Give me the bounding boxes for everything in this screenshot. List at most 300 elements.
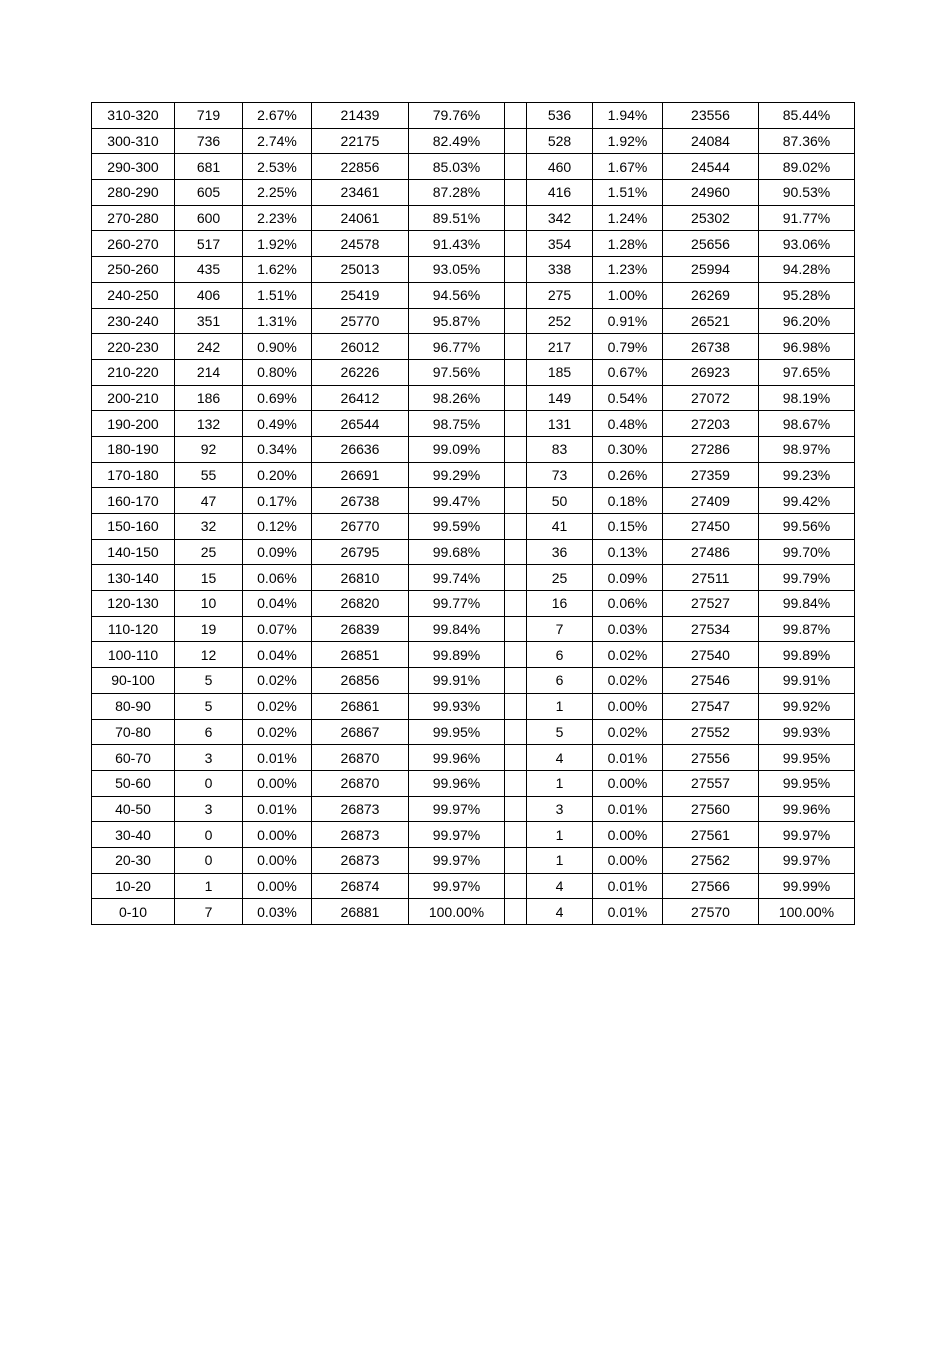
right-cumulative-count-cell: 25656 [663, 231, 759, 257]
left-count-cell: 719 [175, 103, 243, 129]
left-cumulative-count-cell: 26870 [312, 770, 409, 796]
left-cumulative-percent-cell: 99.29% [409, 462, 505, 488]
table-row [92, 488, 855, 514]
score-range-cell: 10-20 [92, 873, 175, 899]
score-range-cell: 0-10 [92, 899, 175, 925]
spacer-cell [505, 719, 527, 745]
score-range-cell: 270-280 [92, 205, 175, 231]
spacer-cell [505, 436, 527, 462]
left-cumulative-count-cell: 26412 [312, 385, 409, 411]
spacer-cell [505, 745, 527, 771]
table-row [92, 103, 855, 129]
right-cumulative-percent-cell: 89.02% [759, 154, 855, 180]
left-cumulative-percent-cell: 99.84% [409, 616, 505, 642]
table-row [92, 565, 855, 591]
right-percent-cell: 0.01% [593, 873, 663, 899]
right-percent-cell: 0.15% [593, 514, 663, 540]
score-distribution-table [91, 102, 855, 925]
right-cumulative-percent-cell: 99.42% [759, 488, 855, 514]
right-cumulative-count-cell: 27486 [663, 539, 759, 565]
score-range-cell: 170-180 [92, 462, 175, 488]
right-cumulative-percent-cell: 100.00% [759, 899, 855, 925]
left-count-cell: 6 [175, 719, 243, 745]
right-cumulative-count-cell: 27557 [663, 770, 759, 796]
left-percent-cell: 0.00% [243, 847, 312, 873]
left-count-cell: 55 [175, 462, 243, 488]
left-count-cell: 12 [175, 642, 243, 668]
score-range-cell: 310-320 [92, 103, 175, 129]
left-cumulative-count-cell: 26873 [312, 822, 409, 848]
left-cumulative-count-cell: 26870 [312, 745, 409, 771]
table-row [92, 154, 855, 180]
left-percent-cell: 0.04% [243, 642, 312, 668]
left-cumulative-percent-cell: 99.68% [409, 539, 505, 565]
right-cumulative-percent-cell: 99.92% [759, 693, 855, 719]
left-count-cell: 517 [175, 231, 243, 257]
right-cumulative-count-cell: 27540 [663, 642, 759, 668]
right-cumulative-percent-cell: 99.99% [759, 873, 855, 899]
right-cumulative-count-cell: 27409 [663, 488, 759, 514]
left-cumulative-percent-cell: 96.77% [409, 334, 505, 360]
table-row [92, 359, 855, 385]
right-count-cell: 41 [527, 514, 593, 540]
left-percent-cell: 1.51% [243, 282, 312, 308]
right-percent-cell: 0.03% [593, 616, 663, 642]
spacer-cell [505, 770, 527, 796]
left-percent-cell: 0.17% [243, 488, 312, 514]
score-range-cell: 40-50 [92, 796, 175, 822]
right-cumulative-count-cell: 27552 [663, 719, 759, 745]
left-cumulative-percent-cell: 97.56% [409, 359, 505, 385]
table-row [92, 847, 855, 873]
table-row [92, 539, 855, 565]
left-cumulative-count-cell: 21439 [312, 103, 409, 129]
left-percent-cell: 1.92% [243, 231, 312, 257]
left-percent-cell: 0.07% [243, 616, 312, 642]
left-percent-cell: 0.02% [243, 693, 312, 719]
table-row [92, 796, 855, 822]
right-percent-cell: 1.24% [593, 205, 663, 231]
right-percent-cell: 0.00% [593, 847, 663, 873]
right-cumulative-percent-cell: 99.70% [759, 539, 855, 565]
left-count-cell: 186 [175, 385, 243, 411]
left-cumulative-percent-cell: 89.51% [409, 205, 505, 231]
right-cumulative-percent-cell: 98.19% [759, 385, 855, 411]
table-row [92, 514, 855, 540]
right-count-cell: 83 [527, 436, 593, 462]
left-percent-cell: 0.69% [243, 385, 312, 411]
right-percent-cell: 0.48% [593, 411, 663, 437]
left-count-cell: 0 [175, 770, 243, 796]
left-percent-cell: 0.01% [243, 745, 312, 771]
spacer-cell [505, 308, 527, 334]
left-count-cell: 3 [175, 796, 243, 822]
left-cumulative-percent-cell: 99.96% [409, 770, 505, 796]
spacer-cell [505, 385, 527, 411]
table-row [92, 668, 855, 694]
left-percent-cell: 0.90% [243, 334, 312, 360]
right-cumulative-count-cell: 27546 [663, 668, 759, 694]
left-count-cell: 19 [175, 616, 243, 642]
right-cumulative-percent-cell: 87.36% [759, 128, 855, 154]
spacer-cell [505, 873, 527, 899]
right-percent-cell: 1.92% [593, 128, 663, 154]
left-percent-cell: 0.01% [243, 796, 312, 822]
right-cumulative-percent-cell: 93.06% [759, 231, 855, 257]
right-percent-cell: 0.13% [593, 539, 663, 565]
right-percent-cell: 0.91% [593, 308, 663, 334]
left-count-cell: 15 [175, 565, 243, 591]
left-count-cell: 3 [175, 745, 243, 771]
right-cumulative-count-cell: 27511 [663, 565, 759, 591]
right-cumulative-count-cell: 27450 [663, 514, 759, 540]
spacer-cell [505, 847, 527, 873]
right-cumulative-count-cell: 27286 [663, 436, 759, 462]
spacer-cell [505, 796, 527, 822]
right-count-cell: 25 [527, 565, 593, 591]
table-row [92, 591, 855, 617]
score-range-cell: 240-250 [92, 282, 175, 308]
right-cumulative-count-cell: 27570 [663, 899, 759, 925]
score-range-cell: 230-240 [92, 308, 175, 334]
left-cumulative-percent-cell: 85.03% [409, 154, 505, 180]
right-percent-cell: 0.00% [593, 770, 663, 796]
right-percent-cell: 0.79% [593, 334, 663, 360]
right-count-cell: 36 [527, 539, 593, 565]
table-row [92, 180, 855, 206]
table-row [92, 745, 855, 771]
left-cumulative-count-cell: 26691 [312, 462, 409, 488]
left-cumulative-count-cell: 26873 [312, 796, 409, 822]
right-cumulative-percent-cell: 85.44% [759, 103, 855, 129]
left-cumulative-percent-cell: 99.89% [409, 642, 505, 668]
score-range-cell: 220-230 [92, 334, 175, 360]
right-cumulative-percent-cell: 99.97% [759, 822, 855, 848]
right-count-cell: 1 [527, 693, 593, 719]
right-cumulative-percent-cell: 99.23% [759, 462, 855, 488]
right-count-cell: 7 [527, 616, 593, 642]
left-cumulative-count-cell: 22175 [312, 128, 409, 154]
right-cumulative-percent-cell: 91.77% [759, 205, 855, 231]
left-cumulative-percent-cell: 99.09% [409, 436, 505, 462]
left-percent-cell: 0.12% [243, 514, 312, 540]
spacer-cell [505, 282, 527, 308]
right-cumulative-count-cell: 27556 [663, 745, 759, 771]
left-cumulative-count-cell: 22856 [312, 154, 409, 180]
left-count-cell: 1 [175, 873, 243, 899]
spacer-cell [505, 128, 527, 154]
right-count-cell: 4 [527, 873, 593, 899]
left-percent-cell: 0.09% [243, 539, 312, 565]
table-row [92, 616, 855, 642]
left-cumulative-percent-cell: 79.76% [409, 103, 505, 129]
left-cumulative-count-cell: 26795 [312, 539, 409, 565]
right-percent-cell: 0.26% [593, 462, 663, 488]
left-cumulative-percent-cell: 95.87% [409, 308, 505, 334]
right-percent-cell: 0.01% [593, 796, 663, 822]
right-cumulative-percent-cell: 99.95% [759, 745, 855, 771]
right-percent-cell: 0.67% [593, 359, 663, 385]
left-count-cell: 605 [175, 180, 243, 206]
spacer-cell [505, 154, 527, 180]
left-cumulative-percent-cell: 94.56% [409, 282, 505, 308]
right-cumulative-count-cell: 24960 [663, 180, 759, 206]
right-cumulative-percent-cell: 99.56% [759, 514, 855, 540]
right-percent-cell: 0.01% [593, 899, 663, 925]
score-range-cell: 110-120 [92, 616, 175, 642]
right-cumulative-count-cell: 27203 [663, 411, 759, 437]
spacer-cell [505, 642, 527, 668]
left-cumulative-count-cell: 26820 [312, 591, 409, 617]
right-count-cell: 1 [527, 822, 593, 848]
left-cumulative-percent-cell: 99.97% [409, 822, 505, 848]
right-percent-cell: 0.54% [593, 385, 663, 411]
left-cumulative-count-cell: 26856 [312, 668, 409, 694]
left-percent-cell: 2.25% [243, 180, 312, 206]
right-count-cell: 416 [527, 180, 593, 206]
right-cumulative-percent-cell: 99.97% [759, 847, 855, 873]
left-count-cell: 132 [175, 411, 243, 437]
left-cumulative-percent-cell: 99.96% [409, 745, 505, 771]
score-range-cell: 200-210 [92, 385, 175, 411]
right-percent-cell: 1.67% [593, 154, 663, 180]
right-count-cell: 252 [527, 308, 593, 334]
right-count-cell: 131 [527, 411, 593, 437]
left-cumulative-percent-cell: 99.95% [409, 719, 505, 745]
right-cumulative-count-cell: 25302 [663, 205, 759, 231]
left-cumulative-count-cell: 26867 [312, 719, 409, 745]
left-cumulative-count-cell: 25013 [312, 257, 409, 283]
right-cumulative-count-cell: 23556 [663, 103, 759, 129]
right-cumulative-count-cell: 25994 [663, 257, 759, 283]
right-count-cell: 536 [527, 103, 593, 129]
right-cumulative-count-cell: 24084 [663, 128, 759, 154]
right-count-cell: 4 [527, 899, 593, 925]
spacer-cell [505, 488, 527, 514]
spacer-cell [505, 257, 527, 283]
table-row [92, 308, 855, 334]
left-percent-cell: 0.00% [243, 873, 312, 899]
right-cumulative-percent-cell: 99.87% [759, 616, 855, 642]
left-count-cell: 351 [175, 308, 243, 334]
spacer-cell [505, 205, 527, 231]
table-row [92, 899, 855, 925]
left-percent-cell: 0.02% [243, 668, 312, 694]
right-cumulative-percent-cell: 94.28% [759, 257, 855, 283]
left-count-cell: 92 [175, 436, 243, 462]
right-count-cell: 185 [527, 359, 593, 385]
right-cumulative-count-cell: 27562 [663, 847, 759, 873]
score-range-cell: 50-60 [92, 770, 175, 796]
spacer-cell [505, 616, 527, 642]
table-row [92, 411, 855, 437]
left-percent-cell: 2.53% [243, 154, 312, 180]
left-percent-cell: 0.02% [243, 719, 312, 745]
left-cumulative-count-cell: 25770 [312, 308, 409, 334]
left-percent-cell: 0.80% [243, 359, 312, 385]
left-percent-cell: 2.67% [243, 103, 312, 129]
table-row [92, 770, 855, 796]
table-row [92, 334, 855, 360]
right-percent-cell: 1.00% [593, 282, 663, 308]
right-cumulative-percent-cell: 98.97% [759, 436, 855, 462]
spacer-cell [505, 822, 527, 848]
score-range-cell: 210-220 [92, 359, 175, 385]
left-cumulative-percent-cell: 99.74% [409, 565, 505, 591]
left-cumulative-percent-cell: 82.49% [409, 128, 505, 154]
right-percent-cell: 1.94% [593, 103, 663, 129]
left-count-cell: 681 [175, 154, 243, 180]
left-cumulative-percent-cell: 99.77% [409, 591, 505, 617]
spacer-cell [505, 462, 527, 488]
right-count-cell: 5 [527, 719, 593, 745]
left-percent-cell: 0.03% [243, 899, 312, 925]
left-cumulative-count-cell: 24578 [312, 231, 409, 257]
table-row [92, 282, 855, 308]
table-row [92, 128, 855, 154]
spacer-cell [505, 180, 527, 206]
left-count-cell: 25 [175, 539, 243, 565]
left-cumulative-count-cell: 26810 [312, 565, 409, 591]
right-cumulative-percent-cell: 98.67% [759, 411, 855, 437]
left-cumulative-count-cell: 26839 [312, 616, 409, 642]
right-cumulative-percent-cell: 97.65% [759, 359, 855, 385]
right-cumulative-percent-cell: 95.28% [759, 282, 855, 308]
left-count-cell: 47 [175, 488, 243, 514]
score-range-cell: 260-270 [92, 231, 175, 257]
spacer-cell [505, 539, 527, 565]
right-count-cell: 354 [527, 231, 593, 257]
left-cumulative-count-cell: 26636 [312, 436, 409, 462]
right-count-cell: 338 [527, 257, 593, 283]
left-cumulative-percent-cell: 99.97% [409, 796, 505, 822]
right-count-cell: 6 [527, 668, 593, 694]
right-count-cell: 16 [527, 591, 593, 617]
right-count-cell: 275 [527, 282, 593, 308]
left-count-cell: 435 [175, 257, 243, 283]
left-percent-cell: 0.49% [243, 411, 312, 437]
left-cumulative-count-cell: 23461 [312, 180, 409, 206]
right-cumulative-percent-cell: 96.98% [759, 334, 855, 360]
right-percent-cell: 0.00% [593, 693, 663, 719]
left-cumulative-percent-cell: 100.00% [409, 899, 505, 925]
left-percent-cell: 0.00% [243, 822, 312, 848]
right-count-cell: 342 [527, 205, 593, 231]
table-row [92, 205, 855, 231]
left-percent-cell: 0.04% [243, 591, 312, 617]
right-percent-cell: 0.30% [593, 436, 663, 462]
score-range-cell: 20-30 [92, 847, 175, 873]
left-percent-cell: 0.06% [243, 565, 312, 591]
table-body [92, 103, 855, 925]
right-percent-cell: 0.02% [593, 668, 663, 694]
right-percent-cell: 0.02% [593, 642, 663, 668]
spacer-cell [505, 231, 527, 257]
left-cumulative-count-cell: 26770 [312, 514, 409, 540]
score-range-cell: 100-110 [92, 642, 175, 668]
right-percent-cell: 0.01% [593, 745, 663, 771]
right-percent-cell: 0.09% [593, 565, 663, 591]
score-range-cell: 250-260 [92, 257, 175, 283]
left-count-cell: 0 [175, 822, 243, 848]
left-count-cell: 736 [175, 128, 243, 154]
left-cumulative-percent-cell: 93.05% [409, 257, 505, 283]
spacer-cell [505, 514, 527, 540]
score-range-cell: 280-290 [92, 180, 175, 206]
right-percent-cell: 0.18% [593, 488, 663, 514]
score-range-cell: 130-140 [92, 565, 175, 591]
table-row [92, 257, 855, 283]
left-cumulative-count-cell: 26881 [312, 899, 409, 925]
left-cumulative-percent-cell: 99.93% [409, 693, 505, 719]
left-cumulative-count-cell: 26012 [312, 334, 409, 360]
table-row [92, 385, 855, 411]
right-percent-cell: 0.00% [593, 822, 663, 848]
left-count-cell: 5 [175, 668, 243, 694]
right-cumulative-count-cell: 26269 [663, 282, 759, 308]
score-range-cell: 120-130 [92, 591, 175, 617]
right-cumulative-percent-cell: 99.84% [759, 591, 855, 617]
left-cumulative-count-cell: 26874 [312, 873, 409, 899]
spacer-cell [505, 359, 527, 385]
spacer-cell [505, 899, 527, 925]
left-count-cell: 32 [175, 514, 243, 540]
right-count-cell: 217 [527, 334, 593, 360]
left-count-cell: 7 [175, 899, 243, 925]
score-range-cell: 70-80 [92, 719, 175, 745]
spacer-cell [505, 668, 527, 694]
left-percent-cell: 1.31% [243, 308, 312, 334]
left-cumulative-count-cell: 26738 [312, 488, 409, 514]
right-percent-cell: 0.02% [593, 719, 663, 745]
left-cumulative-count-cell: 26861 [312, 693, 409, 719]
left-cumulative-percent-cell: 91.43% [409, 231, 505, 257]
table-row [92, 873, 855, 899]
right-count-cell: 149 [527, 385, 593, 411]
left-cumulative-percent-cell: 98.75% [409, 411, 505, 437]
right-cumulative-count-cell: 27527 [663, 591, 759, 617]
left-percent-cell: 2.74% [243, 128, 312, 154]
left-percent-cell: 2.23% [243, 205, 312, 231]
right-percent-cell: 0.06% [593, 591, 663, 617]
right-cumulative-count-cell: 27560 [663, 796, 759, 822]
left-cumulative-count-cell: 26226 [312, 359, 409, 385]
table-row [92, 436, 855, 462]
left-cumulative-count-cell: 26544 [312, 411, 409, 437]
left-count-cell: 242 [175, 334, 243, 360]
score-range-cell: 60-70 [92, 745, 175, 771]
score-range-cell: 300-310 [92, 128, 175, 154]
left-cumulative-count-cell: 24061 [312, 205, 409, 231]
left-cumulative-percent-cell: 99.91% [409, 668, 505, 694]
left-cumulative-percent-cell: 99.59% [409, 514, 505, 540]
spacer-cell [505, 411, 527, 437]
left-cumulative-count-cell: 26873 [312, 847, 409, 873]
right-count-cell: 3 [527, 796, 593, 822]
left-cumulative-percent-cell: 87.28% [409, 180, 505, 206]
right-cumulative-percent-cell: 90.53% [759, 180, 855, 206]
left-percent-cell: 0.00% [243, 770, 312, 796]
score-range-cell: 160-170 [92, 488, 175, 514]
right-count-cell: 4 [527, 745, 593, 771]
right-cumulative-count-cell: 27547 [663, 693, 759, 719]
left-cumulative-count-cell: 26851 [312, 642, 409, 668]
right-cumulative-count-cell: 27566 [663, 873, 759, 899]
left-count-cell: 214 [175, 359, 243, 385]
table-row [92, 231, 855, 257]
right-cumulative-percent-cell: 99.96% [759, 796, 855, 822]
table-row [92, 462, 855, 488]
